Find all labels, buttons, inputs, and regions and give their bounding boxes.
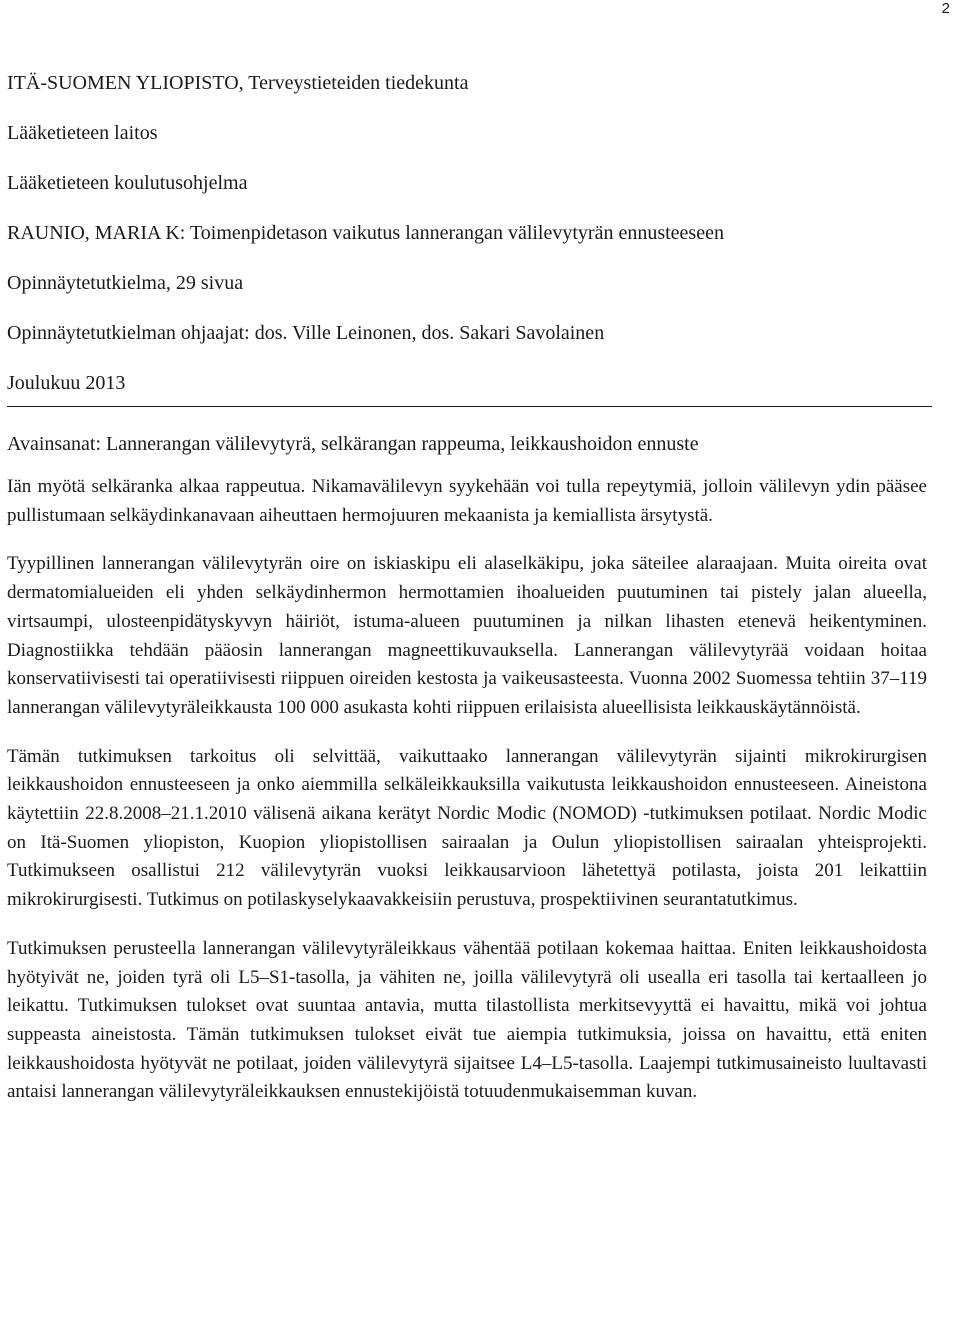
abstract-paragraph-1: Iän myötä selkäranka alkaa rappeutua. Nikamavälilevyn syykehään voi tulla repeytymiä, jolloin välilevyn ydin pääsee pullistumaan selkäydinkanavaan aiheuttaen hermojuuren mekaanista ja kemiallista ärsytystä.: [7, 476, 927, 526]
abstract-body: [7, 473, 927, 1107]
thesis-type-pages: Opinnäytetutkielma, 29 sivua: [7, 272, 244, 294]
keywords: Avainsanat: Lannerangan välilevytyrä, selkärangan rappeuma, leikkaushoidon ennuste: [7, 433, 699, 455]
header-divider: [7, 406, 932, 407]
degree-programme: Lääketieteen koulutusohjelma: [7, 172, 248, 194]
university-faculty: ITÄ-SUOMEN YLIOPISTO, Terveystieteiden tiedekunta: [7, 72, 469, 94]
abstract-paragraph-3: Tämän tutkimuksen tarkoitus oli selvittää, vaikuttaako lannerangan välilevytyrän sijainti mikrokirurgisen leikkaushoidon ennusteeseen ja onko aiemmilla selkäleikkauksilla vaikutusta leikkaushoidon ennusteeseen. Aineistona käytettiin 22.8.2008–21.1.2010 välisenä aikana kerätyt Nordic Modic (NOMOD) -tutkimuksen potilaat. Nordic Modic on Itä-Suomen yliopiston, Kuopion yliopistollisen sairaalan ja Oulun yliopistollisen sairaalan yhteisprojekti. Tutkimukseen osallistui 212 välilevytyrän vuoksi leikkausarvioon lähetettyä potilasta, joista 201 leikattiin mikrokirurgisesti. Tutkimus on potilaskyselykaavakkeisiin perustuva, prospektiivinen seurantatutkimus.: [7, 745, 927, 911]
abstract-paragraph-4: Tutkimuksen perusteella lannerangan välilevytyräleikkaus vähentää potilaan kokemaa haittaa. Eniten leikkaushoidosta hyötyivät ne, joiden tyrä oli L5–S1-tasolla, ja vähiten ne, joilla välilevytyrä oli usealla eri tasolla tai kertaalleen jo leikattu. Tutkimuksen tulokset ovat suuntaa antavia, mutta tilastollista merkitsevyyttä ei havaittu, mikä voi johtua suppeasta aineistosta. Tämän tutkimuksen tulokset eivät tue aiempia tutkimuksia, joissa on havaittu, että eniten leikkaushoidosta hyötyvät ne potilaat, joiden välilevytyrä sijaitsee L4–L5-tasolla. Laajempi tutkimusaineisto luultavasti antaisi lannerangan välilevytyräleikkauksen ennustekijöistä totuudenmukaisemman kuvan.: [7, 937, 927, 1103]
author-and-title: RAUNIO, MARIA K: Toimenpidetason vaikutus lannerangan välilevytyrän ennusteeseen: [7, 222, 724, 244]
thesis-metadata: [7, 70, 932, 457]
department: Lääketieteen laitos: [7, 122, 158, 144]
abstract-paragraph-2: Tyypillinen lannerangan välilevytyrän oire on iskiaskipu eli alaselkäkipu, joka säteilee alaraajaan. Muita oireita ovat dermatomialueiden eli yhden selkäydinhermon hermottamien ihoalueiden puutuminen tai pistely jalan alueella, virtsaumpi, ulosteenpidätyskyvyn häiriöt, istuma-alueen puutuminen ja nilkan lihasten etenevä heikentyminen. Diagnostiikka tehdään pääosin lannerangan magneettikuvauksella. Lannerangan välilevytyrää voidaan hoitaa konservatiivisesti tai operatiivisesti riippuen oireiden kestosta ja vaikeusasteesta. Vuonna 2002 Suomessa tehtiin 37–119 lannerangan välilevytyräleikkausta 100 000 asukasta kohti riippuen erilaisista alueellisista leikkauskäytännöistä.: [7, 553, 927, 718]
page-number: 2: [941, 0, 950, 17]
date: Joulukuu 2013: [7, 372, 126, 394]
supervisors: Opinnäytetutkielman ohjaajat: dos. Ville Leinonen, dos. Sakari Savolainen: [7, 322, 605, 344]
